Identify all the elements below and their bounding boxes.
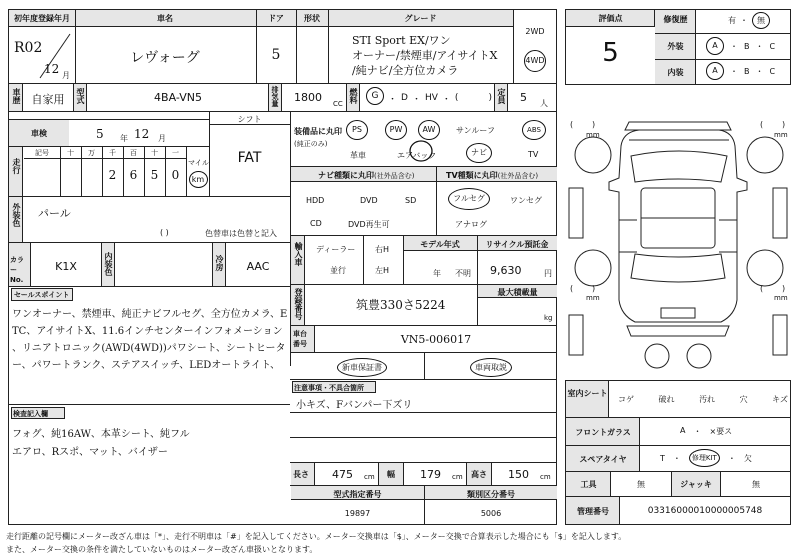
tire-rr-open: (: [760, 284, 764, 293]
mileage-digit: 2: [108, 168, 117, 182]
fuel-paren-open: (: [454, 93, 459, 103]
exterior-label: 外装: [667, 42, 684, 51]
width-unit: cm: [452, 473, 463, 481]
model-value: 4BA-VN5: [154, 91, 202, 104]
import-label: 輸入車: [294, 242, 303, 266]
tv-analog: アナログ: [455, 220, 487, 229]
doors-value: 5: [271, 47, 281, 63]
sales-points-text: [12, 306, 290, 374]
equip-pw: PW: [385, 120, 407, 140]
int-grade-b: B: [744, 66, 750, 76]
equip-sunroof: サンルーフ: [456, 126, 495, 135]
equip-ps-wrap: [346, 120, 368, 140]
mileage-head: 万: [88, 149, 95, 157]
navi-dvd: DVD: [360, 196, 378, 205]
rating-label: 評価点: [598, 14, 623, 23]
seat-item: 汚れ: [699, 395, 716, 404]
notes-line: 小キズ、Fバンパー下ズリ: [296, 400, 413, 411]
mileage-digit: 5: [150, 168, 159, 182]
manual: 車両取説: [470, 358, 512, 377]
model-year-unit: 年: [433, 269, 441, 278]
equip-aw-wrap: [418, 120, 440, 140]
navi-cd: CD: [310, 219, 322, 228]
mile-label: マイル: [188, 159, 209, 167]
color-paren: ( ): [160, 228, 169, 237]
tire-rl-open: (: [570, 284, 574, 293]
first-reg-value: R02: [14, 40, 43, 56]
tv-types-title: TV種類に丸印: [446, 171, 498, 180]
equipment-label: [294, 126, 342, 150]
tire-fr-open: (: [760, 120, 764, 129]
mileage-head: 十: [151, 149, 158, 157]
tv-types-sub: (社外品含む): [497, 172, 539, 180]
import-rh: 右H: [375, 245, 390, 254]
length-label: 長さ: [293, 470, 309, 479]
tire-fl-mm: mm: [586, 131, 600, 139]
person-unit: 人: [540, 99, 548, 108]
inspector-line: フォグ、純16AW、本革シート、純フル: [12, 429, 190, 440]
footer-line-1: 走行距離の記号欄にメーター改ざん車は「*」、走行不明車は「#」を記入してください。メーター交換車は「$」、メーター交換で合算表示した場合にも「$」を記入します。: [6, 532, 627, 541]
inspection-label: 車検: [31, 129, 47, 138]
height-value: 150: [508, 468, 529, 481]
tv-fullseg: フルセグ: [448, 188, 490, 210]
spare-kit: 修理KIT: [689, 449, 720, 467]
new-warranty: 新車保証書: [337, 358, 387, 377]
length-value: 475: [332, 468, 353, 481]
cc-unit: CC: [333, 100, 343, 108]
equipment-title: 装備品に丸印: [294, 127, 342, 136]
equip-leather: 革車: [350, 151, 366, 160]
equip-pw-wrap: [385, 120, 407, 140]
repair-no: 無: [752, 12, 770, 29]
car-diagram: [565, 100, 795, 375]
spare-label: スペアタイヤ: [579, 455, 627, 464]
sales-point-line: TC、アイサイトX、11.6インチセンターインフォメーション: [12, 326, 283, 337]
displacement-label: 排気量: [271, 86, 279, 107]
color-change-note: 色替車は色替と記入: [205, 229, 277, 238]
tv-fullseg-wrap: [448, 188, 490, 210]
class-no-value: 5006: [480, 509, 502, 518]
grade-line-1: STI Sport EX/ワン: [352, 34, 451, 47]
tire-rl-close: ): [592, 284, 596, 293]
spare-items: [660, 449, 752, 467]
inspection-year: 5: [96, 127, 104, 141]
glass-label: フロントガラス: [575, 428, 631, 437]
mileage-head: 百: [130, 149, 137, 157]
equip-ps: PS: [346, 120, 368, 140]
seat-items: [618, 394, 788, 405]
mgmt-value: 03316000010000005748: [647, 506, 763, 516]
tools-label: 工具: [580, 480, 597, 489]
width-label: 幅: [387, 470, 395, 479]
fuel-paren-close: ): [488, 93, 492, 103]
notes-label: 注意事項・不具合箇所: [294, 384, 364, 392]
ext-grade-b: B: [744, 41, 750, 51]
car-name-label: 車名: [157, 14, 173, 23]
ext-grade-a: A: [706, 37, 724, 55]
seat-item: 穴: [739, 395, 748, 404]
seat-label: 室内シート: [567, 389, 608, 398]
repair-label: 修復歴: [663, 15, 688, 24]
navi-hdd: HDD: [306, 196, 325, 205]
color-no-value: K1X: [55, 260, 77, 273]
tools-value: 無: [637, 480, 645, 489]
footer-notes: [6, 530, 796, 556]
glass-items: [680, 426, 732, 437]
grade-line-3: /純ナビ/全方位カメラ: [352, 64, 459, 77]
navi-dvd-play: DVD再生可: [348, 220, 390, 229]
tire-fl-open: (: [570, 120, 574, 129]
equip-navi-wrap: [466, 143, 492, 163]
fuel-sep: ・: [441, 94, 451, 105]
mileage-head: 千: [109, 149, 116, 157]
glass-a: A: [680, 426, 686, 435]
equipment-sub: (純正のみ): [294, 140, 328, 148]
navi-sd: SD: [405, 196, 417, 205]
chassis-value: VN5-006017: [400, 333, 472, 346]
first-reg-month: 12: [44, 62, 60, 76]
km-wrap: [187, 171, 209, 188]
height-label: 高さ: [471, 470, 487, 479]
ext-color-value: パール: [38, 207, 71, 220]
mgmt-label: 管理番号: [577, 507, 609, 516]
drive-2wd: 2WD: [525, 27, 545, 36]
tire-fr-mm: mm: [774, 131, 788, 139]
sales-point-line: ー、パワートランク、ステアスイッチ、LEDオートライト、: [12, 360, 281, 371]
int-grade-c: C: [769, 66, 776, 76]
jack-value: 無: [752, 480, 760, 489]
recycle-label: リサイクル預託金: [485, 240, 549, 249]
tire-fr-close: ): [782, 120, 786, 129]
footer-line-2: また、メーター交換の条件を満たしていないものはメーター改ざん車扱いとなります。: [6, 545, 318, 554]
grade-label: グレード: [404, 14, 437, 23]
interior-grades: [706, 62, 775, 80]
grade-line-2: オーナー/禁煙車/アイサイトX: [352, 49, 498, 62]
max-load-label: 最大積載量: [497, 288, 538, 297]
seat-item: コゲ: [618, 395, 634, 404]
yen-unit: 円: [544, 269, 552, 278]
km-label: km: [189, 171, 208, 188]
fuel-hv: HV: [424, 93, 438, 103]
capacity-value: 5: [520, 91, 527, 104]
import-parallel: 並行: [330, 266, 346, 275]
ac-label: 冷房: [215, 255, 224, 271]
grade-sep: ・: [755, 41, 764, 51]
interior-label: 内装: [667, 68, 684, 77]
mileage-heads: [24, 148, 186, 158]
mileage-head: 記号: [35, 149, 49, 157]
capacity-label: 定員: [497, 88, 506, 104]
equip-tv: TV: [528, 150, 539, 159]
car-name-value: レヴォーグ: [130, 50, 200, 66]
repair-yes: 有: [728, 16, 736, 25]
mileage-head: 一: [172, 149, 179, 157]
inspector-label: 検査記入欄: [13, 410, 48, 418]
inspector-text: [12, 426, 288, 462]
tire-fl-close: ): [592, 120, 596, 129]
fuel-options: [366, 91, 492, 105]
type-no-label: 型式指定番号: [333, 490, 382, 499]
inspector-line: エアロ、Rスポ、マット、バイザー: [12, 447, 168, 458]
ext-color-label: 外装色: [12, 203, 21, 227]
int-color-label: 内装色: [104, 252, 113, 276]
ac-value: AAC: [246, 260, 270, 273]
sales-points-label: セールスポイント: [14, 291, 70, 299]
registration-value: 筑豊330さ5224: [356, 298, 446, 312]
spare-sep: ・: [727, 453, 736, 463]
spare-t: T: [660, 453, 665, 463]
equip-abs: ABS: [522, 120, 546, 140]
width-value: 179: [420, 468, 441, 481]
color-no-label: カラーNo.: [10, 256, 24, 284]
usage-label: 車歴: [12, 88, 21, 104]
grade-sep: ・: [730, 41, 738, 51]
glass-sep: ・: [693, 427, 702, 436]
model-year-label: モデル年式: [420, 240, 460, 249]
door-label: ドア: [268, 14, 284, 23]
inspection-month-unit: 月: [158, 134, 166, 143]
mileage-digit: 6: [129, 168, 138, 182]
fuel-label: 燃料: [349, 88, 358, 104]
usage-value: 自家用: [31, 93, 65, 106]
height-unit: cm: [540, 473, 551, 481]
first-reg-label: 初年度登録年月: [14, 14, 70, 23]
repair-sep: ・: [740, 16, 748, 25]
navi-types-sub: (社外品含む): [374, 172, 415, 180]
mileage-head: 十: [67, 149, 74, 157]
spare-sep: ・: [672, 453, 681, 463]
kg-unit: kg: [544, 314, 553, 322]
fuel-sep: ・: [388, 94, 398, 105]
drive-4wd: 4WD: [524, 50, 546, 72]
equip-abs-wrap: [522, 120, 546, 140]
model-label: 型式: [76, 88, 85, 104]
new-warranty-wrap: [337, 358, 387, 377]
rating-score: 5: [602, 38, 619, 68]
navi-types-title: ナビ種類に丸印: [318, 171, 374, 180]
fuel-d: D: [401, 93, 408, 103]
recycle-value: 9,630: [490, 264, 522, 277]
airbag-circle: [408, 140, 434, 162]
glass-need: ×要ス: [709, 427, 733, 436]
exterior-grades: [706, 37, 775, 55]
ext-grade-c: C: [769, 41, 776, 51]
grade-sep: ・: [730, 66, 738, 76]
equip-aw: AW: [418, 120, 440, 140]
tire-rr-mm: mm: [774, 294, 788, 302]
length-unit: cm: [364, 473, 375, 481]
fuel-g: G: [366, 87, 384, 105]
shape-label: 形状: [304, 14, 320, 23]
seat-item: キズ: [772, 395, 788, 404]
mileage-label: 走行: [12, 158, 21, 174]
import-lh: 左H: [375, 266, 390, 275]
grade-value: [352, 33, 512, 78]
int-grade-a: A: [706, 62, 724, 80]
sales-point-line: ワンオーナー、禁煙車、純正ナビフルセグ、全方位カメラ、E: [12, 309, 288, 320]
inspection-year-unit: 年: [120, 134, 128, 143]
fuel-sep: ・: [411, 94, 421, 105]
tire-rr-close: ): [782, 284, 786, 293]
model-year-unknown: 不明: [455, 269, 471, 278]
import-dealer: ディーラー: [316, 245, 356, 254]
seat-item: 破れ: [658, 395, 675, 404]
inspection-month: 12: [134, 127, 150, 141]
class-no-label: 類別区分番号: [467, 490, 515, 499]
tire-rl-mm: mm: [586, 294, 600, 302]
navi-types-label: [318, 170, 414, 181]
equip-navi: ナビ: [466, 143, 492, 163]
repair-options: [728, 12, 770, 29]
manual-wrap: [470, 358, 512, 377]
chassis-label: 車台番号: [293, 330, 307, 348]
spare-none: 欠: [743, 453, 752, 463]
equip-airbag: エアバック: [397, 151, 437, 160]
shift-value: FAT: [237, 150, 262, 166]
grade-sep: ・: [755, 66, 764, 76]
drive-4wd-wrap: [513, 50, 557, 72]
shift-label: シフト: [237, 115, 262, 124]
tv-types-label: [446, 170, 538, 181]
sales-point-line: 、リニアトロニック(AWD(4WD))パワシート、シートヒータ: [12, 343, 286, 354]
type-no-value: 19897: [344, 509, 371, 518]
displacement-value: 1800: [294, 91, 322, 104]
first-reg-month-unit: 月: [62, 71, 70, 80]
registration-label: 登録番号: [294, 288, 303, 320]
jack-label: ジャッキ: [680, 480, 712, 489]
mileage-digit: 0: [171, 168, 180, 182]
tv-oneseg: ワンセグ: [510, 196, 542, 205]
